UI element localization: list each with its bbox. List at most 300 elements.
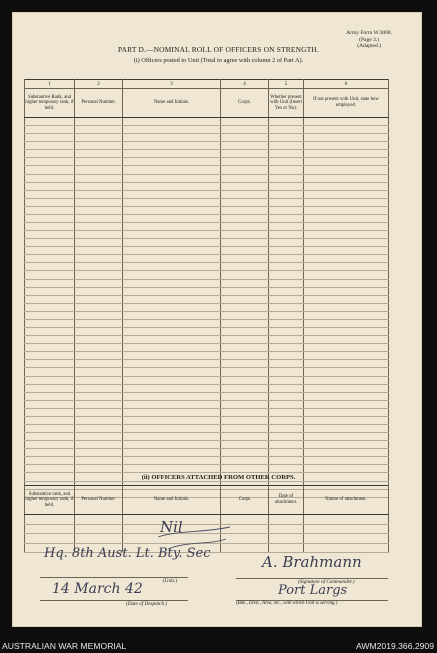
table-cell <box>123 166 221 174</box>
table-cell <box>75 182 123 190</box>
table-cell <box>123 441 221 449</box>
table-cell <box>269 465 304 473</box>
table-row <box>25 255 389 263</box>
table-row <box>25 328 389 336</box>
table-cell <box>304 534 389 544</box>
table-cell <box>304 515 389 525</box>
table-cell <box>75 392 123 400</box>
table-cell <box>75 319 123 327</box>
table-cell <box>304 400 389 408</box>
table-cell <box>304 223 389 231</box>
table-cell <box>75 328 123 336</box>
table-row <box>25 352 389 360</box>
table-cell <box>221 303 269 311</box>
table-cell <box>123 311 221 319</box>
table-cell <box>75 376 123 384</box>
table-cell <box>269 384 304 392</box>
table-cell <box>123 336 221 344</box>
table-cell <box>304 328 389 336</box>
table-cell <box>304 344 389 352</box>
table-row <box>25 158 389 166</box>
table-cell <box>25 271 75 279</box>
table-cell <box>269 166 304 174</box>
table-cell <box>75 239 123 247</box>
table-cell <box>304 368 389 376</box>
table-cell <box>304 198 389 206</box>
table-row <box>25 384 389 392</box>
table-cell <box>25 190 75 198</box>
table-cell <box>25 524 75 534</box>
table-cell <box>75 384 123 392</box>
table-cell <box>75 303 123 311</box>
table-cell <box>269 263 304 271</box>
table-cell <box>221 263 269 271</box>
table-cell <box>269 247 304 255</box>
formation-label: (Bde., Divn., Area, etc., with which Unit is serving.) <box>236 601 338 606</box>
table-cell <box>221 424 269 432</box>
table-cell <box>304 295 389 303</box>
table-cell <box>221 457 269 465</box>
table-cell <box>269 524 304 534</box>
table-cell <box>75 515 123 525</box>
table-cell <box>123 287 221 295</box>
table-cell <box>123 206 221 214</box>
table-cell <box>221 198 269 206</box>
table-row <box>25 190 389 198</box>
table-cell <box>123 142 221 150</box>
table-cell <box>25 231 75 239</box>
table-cell <box>123 150 221 158</box>
table-row <box>25 303 389 311</box>
table-cell <box>25 408 75 416</box>
table-row <box>25 441 389 449</box>
officers-posted-table <box>24 79 389 498</box>
table-cell <box>25 344 75 352</box>
table-cell <box>269 142 304 150</box>
table-cell <box>75 352 123 360</box>
table-row <box>25 150 389 158</box>
table-row <box>25 263 389 271</box>
table-row <box>25 311 389 319</box>
date-label: (Date of Despatch.) <box>126 601 168 607</box>
table-cell <box>269 534 304 544</box>
table-cell <box>123 239 221 247</box>
table-cell <box>304 376 389 384</box>
table-cell <box>75 247 123 255</box>
table-cell <box>221 328 269 336</box>
table-cell <box>304 433 389 441</box>
table-cell <box>25 142 75 150</box>
table-cell <box>75 368 123 376</box>
table-cell <box>304 279 389 287</box>
table-cell <box>25 287 75 295</box>
table-row <box>25 271 389 279</box>
table-cell <box>25 255 75 263</box>
table-cell <box>304 126 389 134</box>
table-row <box>25 287 389 295</box>
table-cell <box>123 465 221 473</box>
table-cell <box>25 328 75 336</box>
table-cell <box>269 255 304 263</box>
table-cell <box>75 344 123 352</box>
table-cell <box>269 198 304 206</box>
header-row <box>25 89 389 118</box>
table-cell <box>75 441 123 449</box>
table-cell <box>25 457 75 465</box>
table-cell <box>123 352 221 360</box>
table-cell <box>25 198 75 206</box>
table-cell <box>304 190 389 198</box>
header-name: Name and Initials. <box>123 89 221 118</box>
header-row <box>25 486 389 515</box>
table-cell <box>75 231 123 239</box>
table-cell <box>123 295 221 303</box>
handwritten-nil: Nil <box>160 518 183 536</box>
table-cell <box>304 360 389 368</box>
table-cell <box>269 279 304 287</box>
table-cell <box>221 408 269 416</box>
table-cell <box>25 311 75 319</box>
table-cell <box>25 368 75 376</box>
table-cell <box>25 384 75 392</box>
table-cell <box>25 515 75 525</box>
table-row <box>25 231 389 239</box>
table-cell <box>221 126 269 134</box>
table-cell <box>75 311 123 319</box>
table-cell <box>123 400 221 408</box>
table-cell <box>304 543 389 553</box>
table-cell <box>304 424 389 432</box>
table-cell <box>269 449 304 457</box>
table-cell <box>269 190 304 198</box>
table-cell <box>269 174 304 182</box>
table-row <box>25 465 389 473</box>
table-cell <box>25 392 75 400</box>
table-cell <box>269 150 304 158</box>
table-cell <box>221 214 269 222</box>
table-cell <box>269 515 304 525</box>
table-cell <box>123 190 221 198</box>
table-cell <box>221 231 269 239</box>
table-cell <box>221 352 269 360</box>
table-cell <box>221 295 269 303</box>
caption-bar <box>0 638 437 653</box>
table-row <box>25 247 389 255</box>
table-cell <box>304 449 389 457</box>
table-cell <box>75 424 123 432</box>
handwritten-formation: Port Largs <box>278 583 348 598</box>
table-cell <box>123 384 221 392</box>
table-cell <box>75 198 123 206</box>
table-cell <box>221 182 269 190</box>
table-cell <box>123 231 221 239</box>
header-present: Whether present with Unit (Insert Yes or No). <box>269 89 304 118</box>
table-cell <box>304 416 389 424</box>
table-cell <box>221 449 269 457</box>
table-row <box>25 392 389 400</box>
table-cell <box>123 182 221 190</box>
header-corps: Corps <box>221 486 269 515</box>
table-cell <box>221 384 269 392</box>
table-cell <box>221 247 269 255</box>
table-cell <box>25 214 75 222</box>
table-cell <box>123 158 221 166</box>
table-cell <box>221 336 269 344</box>
table-cell <box>25 239 75 247</box>
table-cell <box>221 158 269 166</box>
form-adapted-note: (Adapted.) <box>357 43 381 49</box>
table-cell <box>75 206 123 214</box>
table-cell <box>269 134 304 142</box>
table-row <box>25 126 389 134</box>
table-cell <box>269 182 304 190</box>
table-cell <box>123 319 221 327</box>
table-cell <box>25 118 75 126</box>
table-cell <box>221 166 269 174</box>
table-cell <box>123 449 221 457</box>
table-row <box>25 118 389 126</box>
table-cell <box>123 360 221 368</box>
table-row <box>25 360 389 368</box>
table-cell <box>269 214 304 222</box>
table-row <box>25 223 389 231</box>
unit-label: (Unit.) <box>163 578 177 584</box>
table-cell <box>304 336 389 344</box>
table-cell <box>75 279 123 287</box>
col-number: 4 <box>221 80 269 89</box>
header-employment: If not present with Unit, state how employed. <box>304 89 389 118</box>
table-cell <box>123 126 221 134</box>
table-cell <box>123 255 221 263</box>
table-cell <box>75 416 123 424</box>
table-cell <box>25 206 75 214</box>
table-row <box>25 214 389 222</box>
table-cell <box>123 344 221 352</box>
table-cell <box>25 416 75 424</box>
table-cell <box>221 376 269 384</box>
col-number: 1 <box>25 80 75 89</box>
table-cell <box>304 303 389 311</box>
table-cell <box>304 206 389 214</box>
signature-label: (Signature of Commander.) <box>298 579 355 585</box>
table-cell <box>304 408 389 416</box>
table-cell <box>75 360 123 368</box>
table-cell <box>304 182 389 190</box>
table-cell <box>269 319 304 327</box>
table-cell <box>123 134 221 142</box>
col-number: 3 <box>123 80 221 89</box>
table-cell <box>221 174 269 182</box>
table-row <box>25 206 389 214</box>
table-cell <box>304 255 389 263</box>
table-cell <box>75 223 123 231</box>
column-number-row <box>25 80 389 89</box>
table-cell <box>75 524 123 534</box>
table-cell <box>75 534 123 544</box>
table-cell <box>269 376 304 384</box>
table-row <box>25 134 389 142</box>
table-row <box>25 295 389 303</box>
table-cell <box>269 433 304 441</box>
table-row <box>25 319 389 327</box>
table-cell <box>269 158 304 166</box>
table-cell <box>75 126 123 134</box>
table-cell <box>304 319 389 327</box>
table-cell <box>25 441 75 449</box>
table-cell <box>123 457 221 465</box>
table-cell <box>25 303 75 311</box>
table-cell <box>75 150 123 158</box>
table-cell <box>75 134 123 142</box>
table-cell <box>123 279 221 287</box>
table-cell <box>304 247 389 255</box>
table-cell <box>304 158 389 166</box>
table-cell <box>123 392 221 400</box>
handwritten-unit: Hq. 8th Aust. Lt. Bty. Sec <box>44 546 211 561</box>
header-rank: Substantive rank, and higher temporary rank, if held. <box>25 486 75 515</box>
table-cell <box>25 465 75 473</box>
table-cell <box>75 400 123 408</box>
table-cell <box>269 352 304 360</box>
table-cell <box>269 344 304 352</box>
table-cell <box>75 433 123 441</box>
form-number: Army Form W.3008. <box>346 30 392 36</box>
table-cell <box>269 223 304 231</box>
table-cell <box>269 543 304 553</box>
table-cell <box>269 303 304 311</box>
table-cell <box>269 271 304 279</box>
table-row <box>25 408 389 416</box>
table-cell <box>75 449 123 457</box>
table-cell <box>221 206 269 214</box>
table-cell <box>221 441 269 449</box>
table-cell <box>221 279 269 287</box>
table-cell <box>25 400 75 408</box>
table-cell <box>75 465 123 473</box>
table-cell <box>75 158 123 166</box>
table-cell <box>25 424 75 432</box>
table-cell <box>123 271 221 279</box>
table-cell <box>269 311 304 319</box>
table-cell <box>25 336 75 344</box>
table-row <box>25 449 389 457</box>
table-cell <box>221 150 269 158</box>
table-cell <box>304 142 389 150</box>
table-cell <box>75 287 123 295</box>
table-row <box>25 376 389 384</box>
table-cell <box>25 319 75 327</box>
table-cell <box>75 142 123 150</box>
header-rank: Substantive Rank, and higher temporary rank, if held. <box>25 89 75 118</box>
table-cell <box>221 255 269 263</box>
table-cell <box>221 433 269 441</box>
table-row <box>25 182 389 190</box>
table-cell <box>269 457 304 465</box>
table-cell <box>25 158 75 166</box>
table-cell <box>304 384 389 392</box>
table-cell <box>25 295 75 303</box>
table-cell <box>269 126 304 134</box>
page-title: PART D.—NOMINAL ROLL OF OFFICERS ON STRENGTH. <box>117 45 319 54</box>
table-row <box>25 344 389 352</box>
table-cell <box>304 311 389 319</box>
table-cell <box>25 166 75 174</box>
table-cell <box>123 416 221 424</box>
table-cell <box>75 166 123 174</box>
table-cell <box>269 416 304 424</box>
table-cell <box>25 223 75 231</box>
table-cell <box>304 271 389 279</box>
table-cell <box>221 287 269 295</box>
table-cell <box>269 231 304 239</box>
table-cell <box>304 457 389 465</box>
table-cell <box>25 174 75 182</box>
table-cell <box>221 392 269 400</box>
table-row <box>25 400 389 408</box>
table-row <box>25 433 389 441</box>
table-cell <box>75 255 123 263</box>
table-cell <box>304 150 389 158</box>
table-cell <box>25 247 75 255</box>
table-row <box>25 424 389 432</box>
table-cell <box>221 368 269 376</box>
table-cell <box>123 368 221 376</box>
table-row <box>25 279 389 287</box>
table-row <box>25 336 389 344</box>
header-nature-attachment: Nature of attachment. <box>304 486 389 515</box>
table-cell <box>75 295 123 303</box>
table-cell <box>25 126 75 134</box>
table-cell <box>304 524 389 534</box>
table-cell <box>269 424 304 432</box>
handwritten-signature: A. Brahmann <box>262 553 362 571</box>
table-cell <box>221 311 269 319</box>
table-cell <box>123 247 221 255</box>
table-cell <box>221 319 269 327</box>
table-cell <box>221 134 269 142</box>
table-cell <box>123 118 221 126</box>
table-row <box>25 198 389 206</box>
table-cell <box>123 263 221 271</box>
table-cell <box>25 182 75 190</box>
section-1-title: (i) Officers posted to Unit (Total to agree with column 2 of Part A). <box>133 57 304 64</box>
table-cell <box>123 424 221 432</box>
table-row <box>25 368 389 376</box>
col-number: 2 <box>75 80 123 89</box>
table-cell <box>123 174 221 182</box>
table-body <box>25 118 389 498</box>
table-cell <box>123 433 221 441</box>
table-cell <box>304 214 389 222</box>
table-cell <box>123 214 221 222</box>
table-cell <box>25 279 75 287</box>
col-number: 6 <box>304 80 389 89</box>
table-cell <box>221 400 269 408</box>
table-cell <box>304 465 389 473</box>
table-row <box>25 239 389 247</box>
handwritten-date: 14 March 42 <box>52 581 143 597</box>
table-cell <box>221 344 269 352</box>
table-cell <box>269 118 304 126</box>
table-cell <box>304 287 389 295</box>
table-cell <box>269 408 304 416</box>
table-cell <box>304 174 389 182</box>
header-personal-number: Personal Number. <box>75 89 123 118</box>
table-cell <box>123 328 221 336</box>
table-row <box>25 166 389 174</box>
table-cell <box>304 352 389 360</box>
table-cell <box>304 239 389 247</box>
